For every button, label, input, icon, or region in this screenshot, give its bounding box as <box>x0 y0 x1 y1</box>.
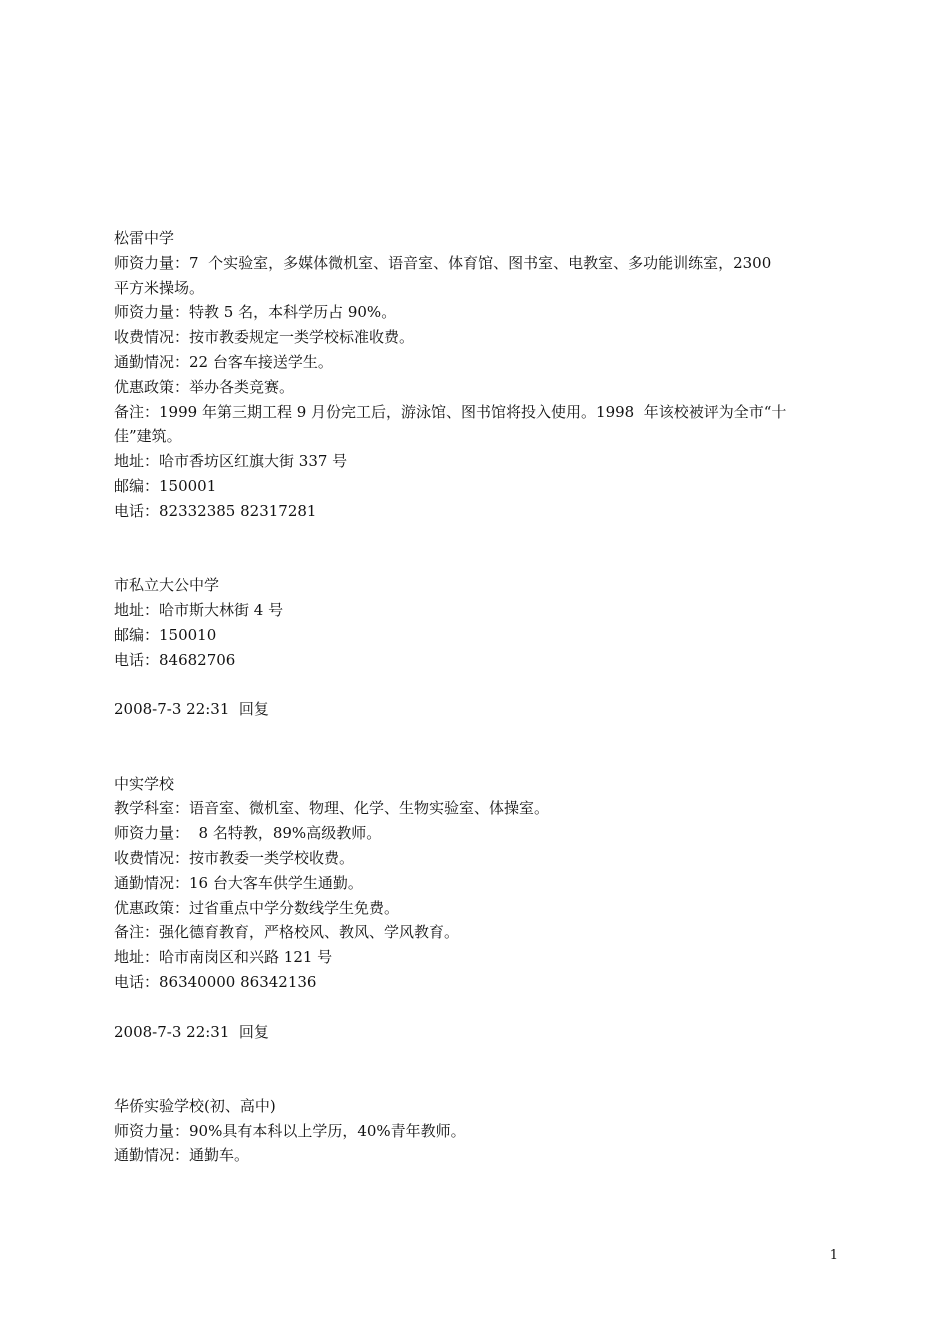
entry-line: 师资力量：90%具有本科以上学历，40%青年教师。 <box>114 1121 466 1140</box>
entry-line: 通勤情况：16 台大客车供学生通勤。 <box>114 873 363 892</box>
entry-line: 电话：82332385 82317281 <box>114 501 317 520</box>
entry-line: 通勤情况：通勤车。 <box>114 1146 250 1165</box>
spacer <box>114 722 844 772</box>
entry-line: 师资力量：7 个实验室，多媒体微机室、语音室、体育馆、图书室、电教室、多功能训练室，2300 <box>114 253 772 272</box>
entry-line: 教学科室：语音室、微机室、物理、化学、生物实验室、体操室。 <box>114 799 550 818</box>
entry-zhongshi <box>114 772 844 1045</box>
page-number: 1 <box>829 1248 838 1263</box>
spacer <box>114 1044 844 1094</box>
entry-title: 中实学校 <box>114 774 175 793</box>
entry-title: 华侨实验学校(初、高中) <box>114 1096 276 1115</box>
entry-line: 备注：1999 年第三期工程 9 月份完工后，游泳馆、图书馆将投入使用。1998 年该校被评为全市“十 <box>114 402 787 421</box>
spacer <box>114 524 844 574</box>
entry-line: 邮编：150010 <box>114 625 217 644</box>
entry-line: 备注：强化德育教育，严格校风、教风、学风教育。 <box>114 923 460 942</box>
spacer <box>114 995 844 1020</box>
entry-dagong <box>114 573 844 722</box>
entry-line: 邮编：150001 <box>114 476 217 495</box>
reply-timestamp: 2008-7-3 22:31 回复 <box>114 1022 269 1041</box>
entry-line: 优惠政策：举办各类竞赛。 <box>114 377 295 396</box>
entry-line: 电话：86340000 86342136 <box>114 972 317 991</box>
document-body <box>114 226 844 1168</box>
reply-timestamp: 2008-7-3 22:31 回复 <box>114 700 269 719</box>
entry-huaqiao <box>114 1094 844 1168</box>
entry-title: 市私立大公中学 <box>114 576 220 595</box>
entry-line: 地址：哈市香坊区红旗大街 337 号 <box>114 452 348 471</box>
entry-line: 电话：84682706 <box>114 650 236 669</box>
entry-line: 佳”建筑。 <box>114 427 182 446</box>
entry-line: 师资力量： 8 名特教，89%高级教师。 <box>114 824 382 843</box>
entry-line: 师资力量：特教 5 名，本科学历占 90%。 <box>114 303 397 322</box>
entry-line: 平方米操场。 <box>114 278 205 297</box>
spacer <box>114 672 844 697</box>
entry-line: 地址：哈市斯大林街 4 号 <box>114 600 284 619</box>
entry-line: 地址：哈市南岗区和兴路 121 号 <box>114 948 333 967</box>
entry-line: 收费情况：按市教委一类学校收费。 <box>114 848 355 867</box>
entry-line: 收费情况：按市教委规定一类学校标准收费。 <box>114 328 415 347</box>
entry-songlei <box>114 226 844 524</box>
entry-line: 通勤情况：22 台客车接送学生。 <box>114 352 333 371</box>
entry-title: 松雷中学 <box>114 229 175 247</box>
entry-line: 优惠政策：过省重点中学分数线学生免费。 <box>114 898 400 917</box>
